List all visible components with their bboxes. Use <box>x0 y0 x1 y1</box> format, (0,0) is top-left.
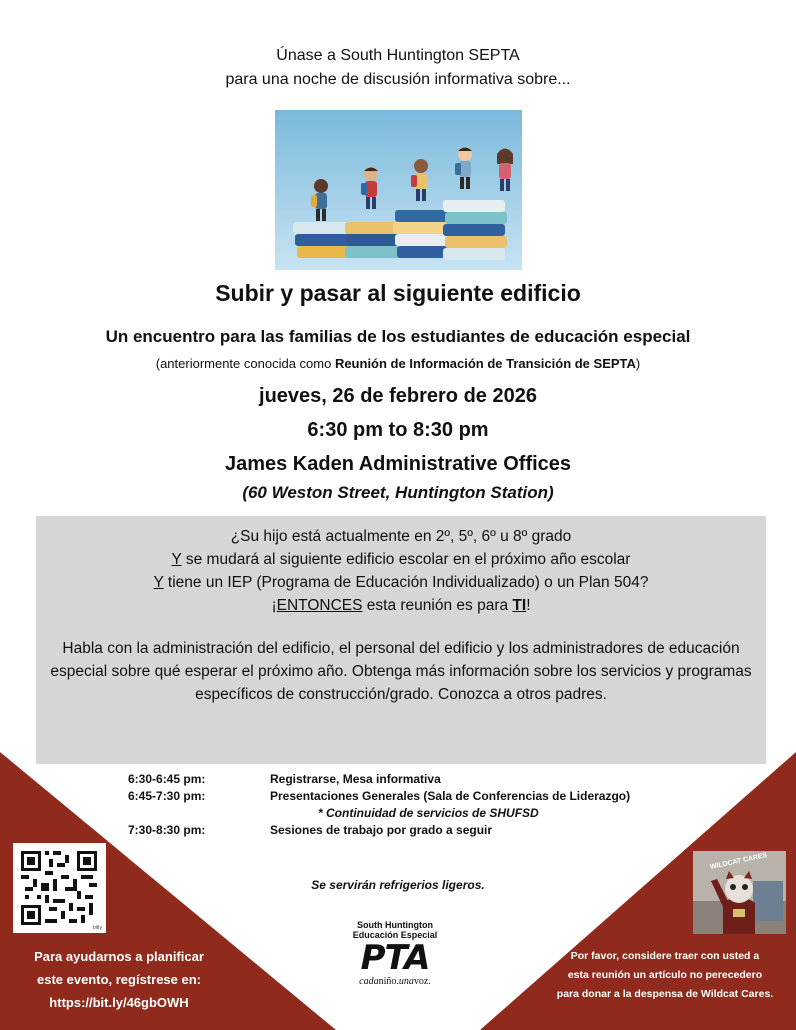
register-line-1: Para ayudarnos a planificar <box>34 949 204 964</box>
event-venue: James Kaden Administrative Offices <box>224 453 572 475</box>
callout-excl-close: ! <box>526 597 531 614</box>
intro-line-1: Únase a South Huntington SEPTA <box>276 47 520 64</box>
callout-y-2: Y <box>153 574 164 591</box>
refreshments-note: Se servirán refrigerios ligeros. <box>311 878 485 892</box>
schedule-desc: Sesiones de trabajo por grado a seguir <box>270 823 493 837</box>
formerly-known-as <box>0 356 796 371</box>
callout-y-1: Y <box>171 551 182 568</box>
callout-line-4-mid: esta reunión es para <box>362 597 513 614</box>
pta-tag-a: cada <box>359 976 379 987</box>
wildcat-mascot-photo <box>693 851 786 934</box>
event-time: 6:30 pm to 8:30 pm <box>307 419 489 441</box>
callout-line-4 <box>36 594 766 617</box>
pta-org-line-1: South Huntington <box>357 920 433 930</box>
donate-line-2: esta reunión un artículo no perecedero <box>567 969 763 981</box>
callout-excl-open: ¡ <box>271 597 277 614</box>
callout-entonces: ENTONCES <box>276 597 363 614</box>
schedule-note: * Continuidad de servicios de SHUFSD <box>318 806 539 820</box>
register-note <box>8 945 230 1014</box>
pta-wordmark: PTA <box>360 938 430 978</box>
callout-line-3-text: tiene un IEP (Programa de Educación Individualizado) o un Plan 504? <box>163 574 649 591</box>
intro-text <box>0 44 796 92</box>
formerly-prefix: (anteriormente conocida como <box>155 356 335 371</box>
callout-ti: TI <box>512 597 527 614</box>
event-title: Subir y pasar al siguiente edificio <box>215 280 581 306</box>
callout-paragraph: Habla con la administración del edificio, el personal del edificio y los administradores de educación especial sobre qué esperar el próximo año. Obtenga más información sobre los servicios y programas específicos de construcción/grado. Conozca a otros padres. <box>50 640 752 703</box>
callout-line-2-text: se mudará al siguiente edificio escolar en el próximo año escolar <box>181 551 631 568</box>
schedule-desc: Registrarse, Mesa informativa <box>270 772 441 786</box>
schedule-row <box>120 823 740 840</box>
qr-caption: bitly <box>93 925 102 931</box>
pta-logo <box>330 920 460 998</box>
schedule-time: 6:45-7:30 pm: <box>128 789 206 803</box>
callout-box <box>36 516 766 764</box>
donate-line-1: Por favor, considere traer con usted a <box>570 950 760 962</box>
schedule-time: 7:30-8:30 pm: <box>128 823 206 837</box>
register-line-2: este evento, regístrese en: <box>36 972 202 987</box>
event-date: jueves, 26 de febrero de 2026 <box>259 385 537 407</box>
event-subtitle: Un encuentro para las familias de los estudiantes de educación especial <box>105 327 691 346</box>
donate-line-3: para donar a la despensa de Wildcat Cares. <box>556 988 774 1000</box>
register-link[interactable]: https://bit.ly/46gbOWH <box>49 995 189 1010</box>
qr-code-icon[interactable] <box>13 843 106 933</box>
schedule-row <box>120 806 740 823</box>
callout-line-1: ¿Su hijo está actualmente en 2º, 5º, 6º u 8º grado <box>230 528 572 545</box>
pta-org-line-2: Educación Especial <box>352 930 438 940</box>
schedule-time: 6:30-6:45 pm: <box>128 772 206 786</box>
schedule-row <box>120 789 740 806</box>
schedule <box>120 772 740 840</box>
callout-line-2 <box>36 548 766 571</box>
callout-line-3 <box>36 571 766 594</box>
schedule-row <box>120 772 740 789</box>
intro-line-2: para una noche de discusión informativa sobre... <box>225 71 571 88</box>
formerly-suffix: ) <box>635 356 641 371</box>
formerly-name: Reunión de Información de Transición de SEPTA <box>334 356 636 371</box>
mascot-label: WILDCAT CARES <box>709 852 768 872</box>
pta-tag-b: niño. <box>378 976 399 987</box>
donate-note <box>530 947 796 1004</box>
pta-tag-d: voz. <box>413 976 431 987</box>
schedule-desc: Presentaciones Generales (Sala de Conferencias de Liderazgo) <box>270 789 631 803</box>
event-address: (60 Weston Street, Huntington Station) <box>242 483 554 502</box>
students-climbing-books-illustration <box>275 110 522 270</box>
pta-tagline <box>330 976 460 988</box>
pta-tag-c: una <box>398 976 414 987</box>
